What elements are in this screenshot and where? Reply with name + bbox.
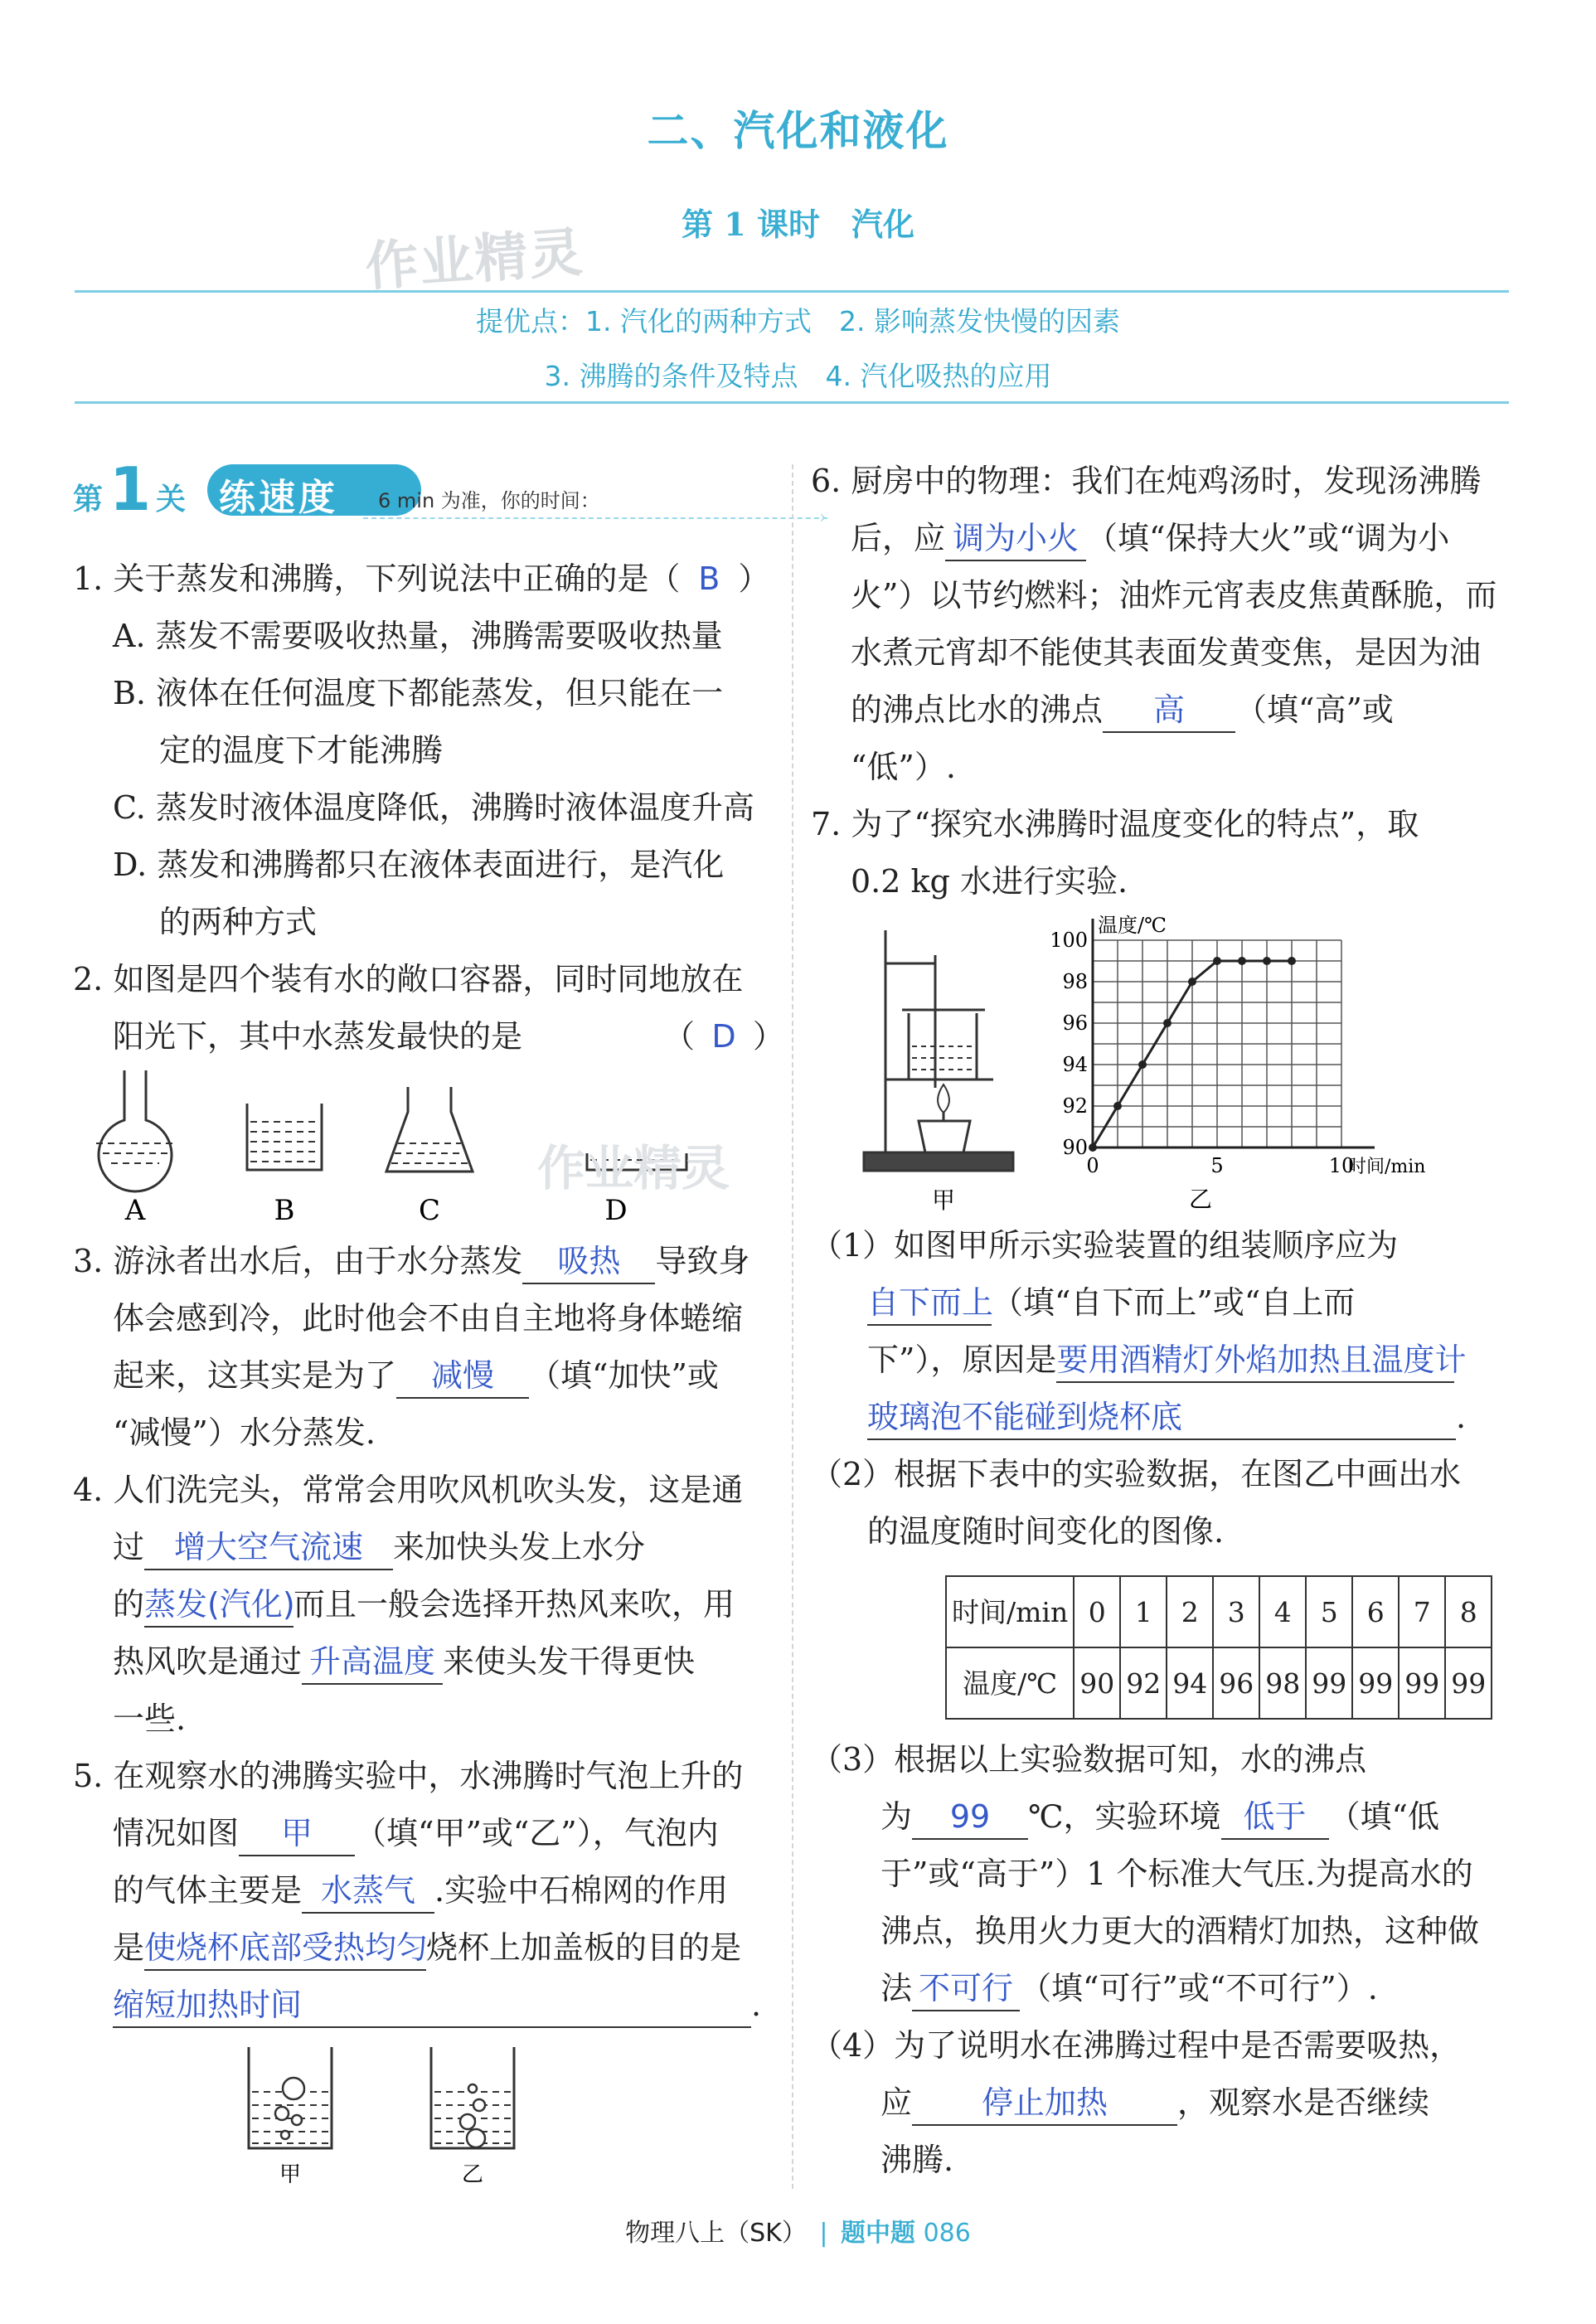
- table-cell: 8: [1445, 1576, 1492, 1647]
- flame-icon: [938, 1084, 949, 1113]
- q3-line-1a: 3. 游泳者出水后，由于水分蒸发: [73, 1243, 523, 1279]
- q7-p2-line-2: 的温度随时间变化的图像.: [867, 1513, 1225, 1550]
- watermark-2: 作业精灵: [537, 1140, 730, 1196]
- q4-line-4b: 来使头发干得更快: [443, 1643, 696, 1680]
- time-hint-line: [363, 517, 827, 519]
- y-tick-label: 98: [1062, 970, 1088, 993]
- table-header-time: 时间/min: [946, 1576, 1074, 1647]
- data-point: [1089, 1143, 1097, 1152]
- data-point: [1138, 1060, 1147, 1069]
- y-tick-label: 90: [1062, 1136, 1088, 1159]
- q1-close: ）: [738, 560, 770, 597]
- q7-p3-blank-1: 99: [912, 1795, 1028, 1840]
- q7-p1-line-3a: 下”），原因是: [867, 1342, 1057, 1378]
- q7-p3-line-2b: ℃，实验环境: [1028, 1798, 1221, 1835]
- q1-stem: 1. 关于蒸发和沸腾，下列说法中正确的是（: [73, 560, 681, 597]
- question-3: [73, 1233, 769, 1462]
- q7-figures: [811, 914, 1507, 1214]
- container-c: [386, 1087, 473, 1172]
- q7-p1-blank-3: 玻璃泡不能碰到烧杯底: [867, 1395, 1456, 1440]
- q6-line-5a: 的沸点比水的沸点: [851, 691, 1104, 728]
- q3-line-3a: 起来，这其实是为了: [113, 1357, 397, 1394]
- q1-option-a: A. 蒸发不需要吸收热量，沸腾需要吸收热量: [113, 618, 723, 654]
- table-row-time: [946, 1576, 1492, 1647]
- q7-part-4: [811, 2017, 1507, 2189]
- question-2: 2. 如图是四个装有水的敞口容器，同时同地放在 阳光下，其中水蒸发最快的是 （ D ）: [73, 951, 769, 1065]
- q5-blank-3: 使烧杯底部受热均匀: [144, 1926, 426, 1971]
- table-cell: 1: [1120, 1576, 1167, 1647]
- q7-p3-blank-2: 低于: [1221, 1795, 1329, 1840]
- data-point: [1238, 957, 1246, 965]
- q7-p1-blank-1: 自下而上: [867, 1281, 992, 1326]
- q1-answer: B: [698, 560, 720, 597]
- table-cell: 2: [1167, 1576, 1213, 1647]
- question-5: [73, 1748, 769, 2034]
- q3-line-3b: （填“加快”或: [529, 1357, 719, 1394]
- footer-book: 物理八上（SK）: [625, 2219, 807, 2248]
- q5-line-3a: 的气体主要是: [113, 1872, 303, 1909]
- q6-line-4: 水煮元宵却不能使其表面发黄变焦，是因为油: [851, 634, 1482, 671]
- table-cell: 92: [1120, 1647, 1167, 1719]
- level-number: 1: [109, 454, 152, 524]
- q6-line-3: 火”）以节约燃料；油炸元宵表皮焦黄酥脆，而: [851, 577, 1497, 614]
- temperature-graph: [1050, 914, 1466, 1213]
- q6-line-2b: （填“保持大火”或“调为小: [1086, 520, 1450, 556]
- level-name: 练速度: [219, 477, 338, 519]
- right-column: [811, 453, 1507, 2189]
- q3-line-1b: 导致身: [655, 1243, 750, 1279]
- q5-line-2a: 情况如图: [113, 1815, 240, 1851]
- q5-line-1: 5. 在观察水的沸腾实验中，水沸腾时气泡上升的: [73, 1758, 744, 1794]
- q4-blank-2: 蒸发(汽化): [144, 1583, 293, 1628]
- question-6: [811, 453, 1507, 796]
- q4-line-3b: 而且一般会选择开热风来吹，用: [293, 1586, 735, 1623]
- q7-p3-line-5a: 法: [880, 1970, 913, 2006]
- q2-line-2: 阳光下，其中水蒸发最快的是: [113, 1018, 523, 1055]
- level-suffix: 关: [156, 483, 187, 517]
- q3-line-4: “减慢”）水分蒸发.: [113, 1414, 376, 1451]
- q6-line-5b: （填“高”或: [1235, 691, 1394, 728]
- q4-line-2b: 来加快头发上水分: [393, 1529, 646, 1565]
- table-cell: 99: [1306, 1647, 1352, 1719]
- arrow-icon: ›: [819, 507, 827, 528]
- x-tick-label: 10: [1328, 1154, 1355, 1177]
- q6-line-1: 6. 厨房中的物理：我们在炖鸡汤时，发现汤沸腾: [811, 463, 1482, 499]
- q5-end: .: [751, 1987, 762, 2023]
- q7-part-1: [811, 1217, 1507, 1446]
- q4-line-1: 4. 人们洗完头，常常会用吹风机吹头发，这是通: [73, 1472, 744, 1508]
- x-tick-label: 5: [1210, 1154, 1224, 1177]
- q7-p3-line-1: （3）根据以上实验数据可知，水的沸点: [811, 1741, 1367, 1778]
- x-tick-label: 0: [1086, 1154, 1099, 1177]
- q1-option-d: D. 蒸发和沸腾都只在液体表面进行，是汽化: [113, 847, 725, 883]
- q4-blank-3: 升高温度: [302, 1640, 443, 1685]
- q6-blank-1: 调为小火: [945, 517, 1086, 561]
- label-yi: 乙: [461, 2162, 484, 2187]
- table-cell: 99: [1399, 1647, 1445, 1719]
- q7-p4-line-2b: ，观察水是否继续: [1177, 2084, 1430, 2121]
- q7-p2-line-1: （2）根据下表中的实验数据，在图乙中画出水: [811, 1456, 1462, 1492]
- table-cell: 0: [1074, 1576, 1120, 1647]
- q7-line-2: 0.2 kg 水进行实验.: [851, 863, 1128, 900]
- label-d: D: [604, 1194, 628, 1227]
- label-c: C: [418, 1194, 441, 1227]
- footer-page: 086: [923, 2219, 971, 2248]
- level-banner: [73, 454, 827, 528]
- y-axis-label: 温度/℃: [1098, 914, 1167, 937]
- q7-p1-blank-2: 要用酒精灯外焰加热且温度计: [1056, 1338, 1454, 1383]
- label-jia: 甲: [279, 2162, 302, 2187]
- table-cell: 96: [1213, 1647, 1259, 1719]
- key-points-line-1: 提优点：1. 汽化的两种方式 2. 影响蒸发快慢的因素: [476, 305, 1120, 337]
- container-a: [99, 1070, 172, 1191]
- data-table: [945, 1575, 1492, 1720]
- q3-blank-1: 吸热: [522, 1240, 655, 1284]
- table-cell: 7: [1399, 1576, 1445, 1647]
- q5-line-4b: 烧杯上加盖板的目的是: [426, 1929, 742, 1966]
- q7-p3-line-5b: （填“可行”或“不可行”）.: [1020, 1970, 1378, 2006]
- table-cell: 5: [1306, 1576, 1352, 1647]
- level-prefix: 第: [73, 483, 104, 517]
- q6-blank-2: 高: [1103, 688, 1235, 733]
- q5-line-4a: 是: [113, 1929, 145, 1966]
- q7-p3-line-4: 沸点，换用火力更大的酒精灯加热，这种做: [880, 1913, 1480, 1949]
- table-cell: 4: [1259, 1576, 1306, 1647]
- data-point: [1263, 957, 1271, 965]
- key-points-line-2: 3. 沸腾的条件及特点 4. 汽化吸热的应用: [544, 360, 1052, 392]
- data-point: [1113, 1102, 1122, 1110]
- q7-p3-line-2c: （填“低: [1328, 1798, 1439, 1835]
- table-header-temp: 温度/℃: [946, 1647, 1074, 1719]
- q7-p4-line-2a: 应: [880, 2084, 913, 2121]
- q7-p4-blank-1: 停止加热: [912, 2081, 1177, 2126]
- container-b: [247, 1104, 322, 1170]
- table-row-temp: [946, 1647, 1492, 1719]
- data-point: [1213, 957, 1221, 965]
- table-cell: 3: [1213, 1576, 1259, 1647]
- q1-option-b-cont: 定的温度下才能沸腾: [159, 732, 444, 769]
- top-rule: [75, 290, 1509, 293]
- question-4: [73, 1462, 769, 1748]
- q1-option-c: C. 蒸发时液体温度降低，沸腾时液体温度升高: [113, 789, 754, 826]
- q7-p4-line-1: （4）为了说明水在沸腾过程中是否需要吸热，: [811, 2027, 1462, 2064]
- label-a: A: [124, 1194, 146, 1227]
- q5-line-2b: （填“甲”或“乙”），气泡内: [355, 1815, 719, 1851]
- q1-option-d-cont: 的两种方式: [159, 904, 318, 940]
- q3-line-2: 体会感到冷，此时他会不由自主地将身体蜷缩: [113, 1300, 744, 1337]
- table-cell: 98: [1259, 1647, 1306, 1719]
- q7-line-1: 7. 为了“探究水沸腾时温度变化的特点”，取: [811, 806, 1419, 842]
- table-cell: 94: [1167, 1647, 1213, 1719]
- left-column: [73, 551, 785, 2191]
- table-cell: 99: [1352, 1647, 1399, 1719]
- footer: 物理八上（SK） | 题中题 086: [625, 2219, 971, 2248]
- apparatus-figure: [861, 922, 1026, 1212]
- q7-p3-line-2a: 为: [880, 1798, 913, 1835]
- lesson-title: 第 1 课时 汽化: [682, 206, 914, 243]
- data-point: [1163, 1019, 1172, 1027]
- q2-line-1: 2. 如图是四个装有水的敞口容器，同时同地放在: [73, 961, 744, 997]
- q5-beakers-figure: [239, 2042, 570, 2191]
- table-cell: 99: [1445, 1647, 1492, 1719]
- y-tick-label: 92: [1062, 1094, 1088, 1118]
- time-hint: 6 min 为准，你的时间：: [378, 489, 600, 512]
- q4-line-4a: 热风吹是通过: [113, 1643, 303, 1680]
- q7-p1-end: .: [1456, 1399, 1467, 1435]
- bottom-rule: [75, 401, 1509, 404]
- column-divider: [792, 464, 793, 2189]
- q5-blank-2: 水蒸气: [302, 1869, 434, 1914]
- q4-blank-1: 增大空气流速: [144, 1526, 393, 1570]
- q4-line-3a: 的: [113, 1586, 145, 1623]
- table-cell: 90: [1074, 1647, 1120, 1719]
- q7-p4-line-3: 沸腾.: [880, 2142, 954, 2178]
- q7-p3-line-3: 于”或“高于”）1 个标准大气压.为提高水的: [880, 1856, 1473, 1892]
- label-b: B: [274, 1194, 295, 1227]
- fig-yi-label: 乙: [1188, 1186, 1213, 1213]
- q5-blank-4: 缩短加热时间: [113, 1983, 751, 2028]
- y-tick-label: 96: [1062, 1012, 1088, 1035]
- q1-option-b: B. 液体在任何温度下都能蒸发，但只能在一: [113, 675, 724, 711]
- y-tick-label: 94: [1062, 1053, 1088, 1076]
- q7-part-2: [811, 1446, 1507, 1560]
- x-axis-label: 时间/min: [1348, 1157, 1426, 1177]
- q6-line-6: “低”）.: [851, 749, 956, 785]
- q5-line-3b: .实验中石棉网的作用: [434, 1872, 729, 1909]
- fig-jia-label: 甲: [931, 1186, 956, 1214]
- question-1: [73, 551, 769, 951]
- q2-containers-figure: [73, 1070, 730, 1228]
- q7-p3-blank-3: 不可行: [912, 1967, 1020, 2011]
- q3-blank-2: 减慢: [396, 1354, 529, 1399]
- q5-blank-1: 甲: [239, 1812, 355, 1856]
- q6-line-2a: 后，应: [851, 520, 946, 556]
- question-7: [811, 796, 1507, 910]
- y-tick-label: 100: [1050, 929, 1088, 952]
- table-cell: 6: [1352, 1576, 1399, 1647]
- q7-p1-line-2: （填“自下而上”或“自上而: [992, 1284, 1356, 1321]
- data-point: [1188, 978, 1196, 986]
- q2-answer: D: [711, 1018, 736, 1055]
- section-title: 二、汽化和液化: [647, 106, 949, 155]
- watermark: 作业精灵: [363, 221, 586, 299]
- q4-line-2a: 过: [113, 1529, 145, 1565]
- data-point: [1288, 957, 1296, 965]
- q7-p1-line-1: （1）如图甲所示实验装置的组装顺序应为: [811, 1227, 1399, 1264]
- q4-line-5: 一些.: [113, 1701, 187, 1737]
- q7-part-3: [811, 1731, 1507, 2017]
- footer-series: 题中题: [841, 2219, 916, 2248]
